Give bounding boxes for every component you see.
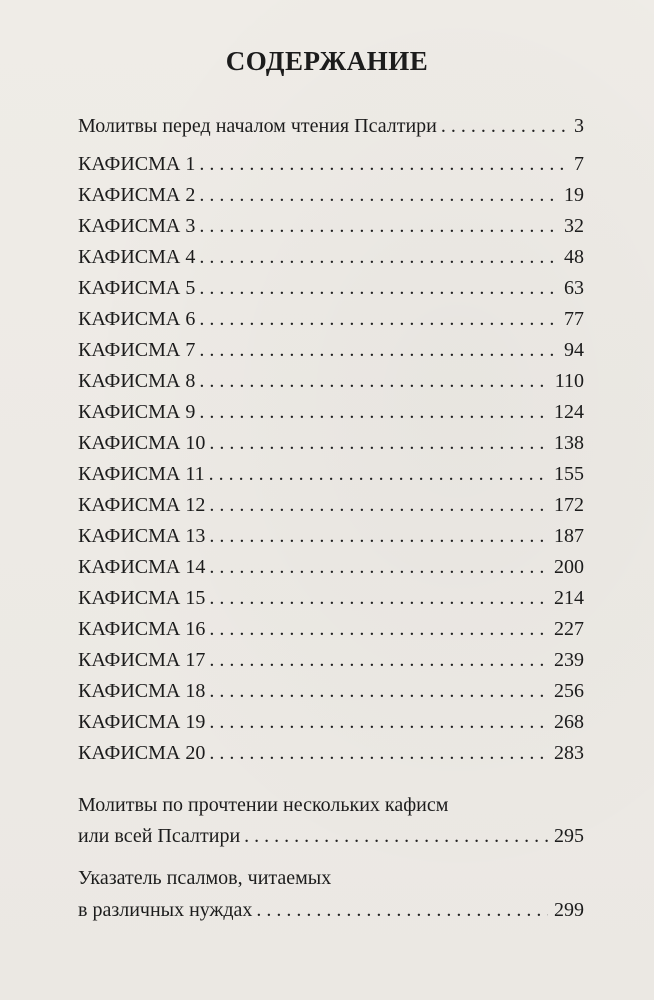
dot-leader	[209, 555, 548, 579]
dot-leader	[199, 338, 558, 362]
toc-page-number: 48	[564, 246, 584, 268]
toc-page-number: 299	[554, 899, 584, 921]
toc-entry-label: КАФИСМА 5	[78, 277, 196, 299]
toc-entry-label: КАФИСМА 14	[78, 556, 206, 578]
dot-leader	[199, 369, 548, 393]
toc-entry-label: КАФИСМА 16	[78, 618, 206, 640]
toc-entry-kathisma-9	[78, 400, 584, 424]
toc-page-number: 155	[554, 463, 584, 485]
toc-entry-label: КАФИСМА 8	[78, 370, 196, 392]
dot-leader	[209, 710, 548, 734]
toc-entry-kathisma-13	[78, 524, 584, 548]
toc-entry-label: КАФИСМА 4	[78, 246, 196, 268]
toc-entry-label: КАФИСМА 15	[78, 587, 206, 609]
toc-entry-kathisma-20	[78, 741, 584, 765]
dot-leader	[199, 214, 558, 238]
dot-leader	[199, 307, 558, 331]
toc-page-number: 283	[554, 742, 584, 764]
toc-entry-label: КАФИСМА 1	[78, 153, 196, 175]
dot-leader	[199, 152, 568, 176]
toc-entry-kathisma-18	[78, 679, 584, 703]
toc-entry-psalm-index	[78, 898, 584, 922]
toc-entry-label: КАФИСМА 9	[78, 401, 196, 423]
toc-entry-kathisma-17	[78, 648, 584, 672]
toc-page-number: 124	[554, 401, 584, 423]
toc-entry-kathisma-12	[78, 493, 584, 517]
dot-leader	[209, 648, 548, 672]
dot-leader	[199, 183, 558, 207]
dot-leader	[209, 493, 548, 517]
toc-entry-kathisma-14	[78, 555, 584, 579]
dot-leader	[199, 400, 548, 424]
toc-entry-label: КАФИСМА 2	[78, 184, 196, 206]
dot-leader	[209, 741, 548, 765]
toc-entry-kathisma-19	[78, 710, 584, 734]
toc-page-number: 172	[554, 494, 584, 516]
dot-leader	[209, 679, 548, 703]
toc-page-number: 256	[554, 680, 584, 702]
toc-page-number: 3	[574, 115, 584, 137]
toc-page-number: 239	[554, 649, 584, 671]
toc-entry-label: КАФИСМА 7	[78, 339, 196, 361]
toc-entry-label: или всей Псалтири	[78, 825, 241, 847]
toc-entry-kathisma-7	[78, 338, 584, 362]
toc-entry-kathisma-11	[78, 462, 584, 486]
dot-leader	[209, 586, 548, 610]
toc-entry-label: в различных нуждах	[78, 899, 253, 921]
toc-entry-label: Молитвы перед началом чтения Псалтири	[78, 115, 437, 137]
page-title: СОДЕРЖАНИЕ	[225, 46, 429, 76]
dot-leader	[209, 617, 548, 641]
toc-page-number: 77	[564, 308, 584, 330]
toc-page-number: 200	[554, 556, 584, 578]
toc-page-number: 19	[564, 184, 584, 206]
toc-page-number: 295	[554, 825, 584, 847]
dot-leader	[244, 824, 548, 848]
toc-entry-closing-prayers	[78, 824, 584, 848]
dot-leader	[209, 431, 548, 455]
toc-entry-psalm-index-line1: Указатель псалмов, читаемых	[78, 867, 332, 889]
toc-entry-kathisma-2	[78, 183, 584, 207]
toc-page-number: 94	[564, 339, 584, 361]
toc-entry-kathisma-5	[78, 276, 584, 300]
toc-entry-label: КАФИСМА 17	[78, 649, 206, 671]
toc-page-number: 63	[564, 277, 584, 299]
toc-entry-label: КАФИСМА 6	[78, 308, 196, 330]
toc-page-number: 214	[554, 587, 584, 609]
toc-entry-kathisma-15	[78, 586, 584, 610]
toc-page-number: 110	[554, 370, 584, 392]
toc-entry-label: КАФИСМА 19	[78, 711, 206, 733]
toc-entry-closing-prayers-line1: Молитвы по прочтении нескольких кафисм	[78, 794, 449, 816]
toc-page-number: 227	[554, 618, 584, 640]
toc-page-number: 32	[564, 215, 584, 237]
dot-leader	[199, 245, 558, 269]
dot-leader	[256, 898, 548, 922]
dot-leader	[209, 524, 548, 548]
dot-leader	[441, 114, 568, 138]
toc-entry-kathisma-6	[78, 307, 584, 331]
toc-entry-kathisma-3	[78, 214, 584, 238]
toc-entry-label: КАФИСМА 13	[78, 525, 206, 547]
toc-entry-intro-prayers	[78, 114, 584, 138]
toc-page-number: 7	[574, 153, 584, 175]
toc-entry-label: КАФИСМА 10	[78, 432, 206, 454]
toc-entry-kathisma-16	[78, 617, 584, 641]
toc-page-number: 187	[554, 525, 584, 547]
dot-leader	[209, 462, 548, 486]
toc-entry-kathisma-1	[78, 152, 584, 176]
dot-leader	[199, 276, 558, 300]
toc-page-number: 268	[554, 711, 584, 733]
toc-entry-kathisma-8	[78, 369, 584, 393]
toc-entry-label: КАФИСМА 20	[78, 742, 206, 764]
toc-page-number: 138	[554, 432, 584, 454]
toc-entry-label: КАФИСМА 3	[78, 215, 196, 237]
toc-entry-kathisma-4	[78, 245, 584, 269]
toc-entry-label: КАФИСМА 11	[78, 463, 205, 485]
toc-entry-label: КАФИСМА 18	[78, 680, 206, 702]
toc-entry-label: КАФИСМА 12	[78, 494, 206, 516]
toc-entry-kathisma-10	[78, 431, 584, 455]
